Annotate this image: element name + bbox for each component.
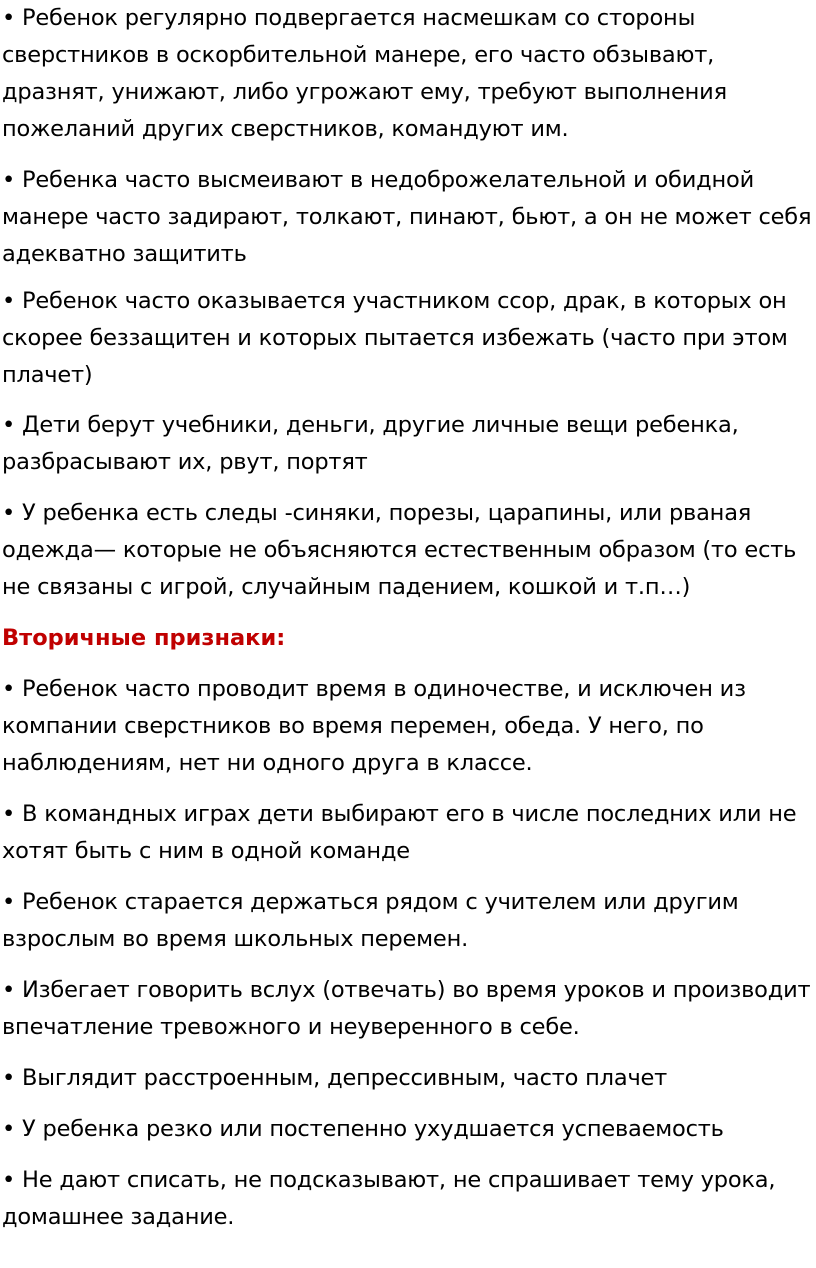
- list-item-text: Не дают списать, не подсказывают, не спрашивает тему урока, домашнее задание.: [2, 1167, 776, 1230]
- list-item-primary-4: [2, 407, 814, 481]
- list-item-secondary-6: [2, 1111, 814, 1148]
- bullet-icon: •: [2, 676, 16, 702]
- bullet-icon: •: [2, 889, 16, 915]
- list-item-text: У ребенка есть следы -синяки, порезы, царапины, или рваная одежда— которые не объясняются естественным образом (то есть не связаны с игрой, случайным падением, кошкой и т.п…): [2, 500, 797, 600]
- secondary-signs-heading: Вторичные признаки:: [2, 625, 286, 651]
- list-item-text: В командных играх дети выбирают его в числе последних или не хотят быть с ним в одной команде: [2, 801, 797, 864]
- list-item-primary-5: [2, 495, 814, 606]
- list-item-primary-2: [2, 162, 814, 273]
- list-item-text: Ребенок часто оказывается участником ссор, драк, в которых он скорее беззащитен и которых пытается избежать (часто при этом плачет): [2, 288, 788, 388]
- list-item-text: Ребенок регулярно подвергается насмешкам со стороны сверстников в оскорбительной манере, его часто обзывают, дразнят, унижают, либо угрожают ему, требуют выполнения пожеланий других сверстников, командуют им.: [2, 5, 727, 142]
- list-item-text: Дети берут учебники, деньги, другие личные вещи ребенка, разбрасывают их, рвут, портят: [2, 412, 739, 475]
- list-item-secondary-5: [2, 1060, 814, 1097]
- bullet-icon: •: [2, 5, 16, 31]
- bullet-icon: •: [2, 412, 16, 438]
- bullet-icon: •: [2, 288, 16, 314]
- list-item-secondary-1: [2, 671, 814, 782]
- bullet-icon: •: [2, 167, 16, 193]
- bullet-icon: •: [2, 801, 16, 827]
- list-item-text: Ребенка часто высмеивают в недоброжелательной и обидной манере часто задирают, толкают, пинают, бьют, а он не может себя адекватно защитить: [2, 167, 812, 267]
- list-item-secondary-7: [2, 1162, 814, 1236]
- list-item-primary-3: [2, 283, 814, 394]
- bullet-icon: •: [2, 1065, 16, 1091]
- list-item-text: Ребенок часто проводит время в одиночестве, и исключен из компании сверстников во время перемен, обеда. У него, по наблюдениям, нет ни одного друга в классе.: [2, 676, 746, 776]
- list-item-text: Избегает говорить вслух (отвечать) во время уроков и производит впечатление тревожного и неуверенного в себе.: [2, 977, 811, 1040]
- list-item-secondary-4: [2, 972, 814, 1046]
- list-item-secondary-2: [2, 796, 814, 870]
- bullet-icon: •: [2, 500, 16, 526]
- list-item-text: У ребенка резко или постепенно ухудшается успеваемость: [22, 1116, 724, 1142]
- list-item-secondary-3: [2, 884, 814, 958]
- list-item-text: Выглядит расстроенным, депрессивным, часто плачет: [22, 1065, 668, 1091]
- bullet-icon: •: [2, 1167, 16, 1193]
- bullet-icon: •: [2, 977, 16, 1003]
- list-item-primary-1: [2, 0, 814, 148]
- list-item-text: Ребенок старается держаться рядом с учителем или другим взрослым во время школьных перемен.: [2, 889, 739, 952]
- bullet-icon: •: [2, 1116, 16, 1142]
